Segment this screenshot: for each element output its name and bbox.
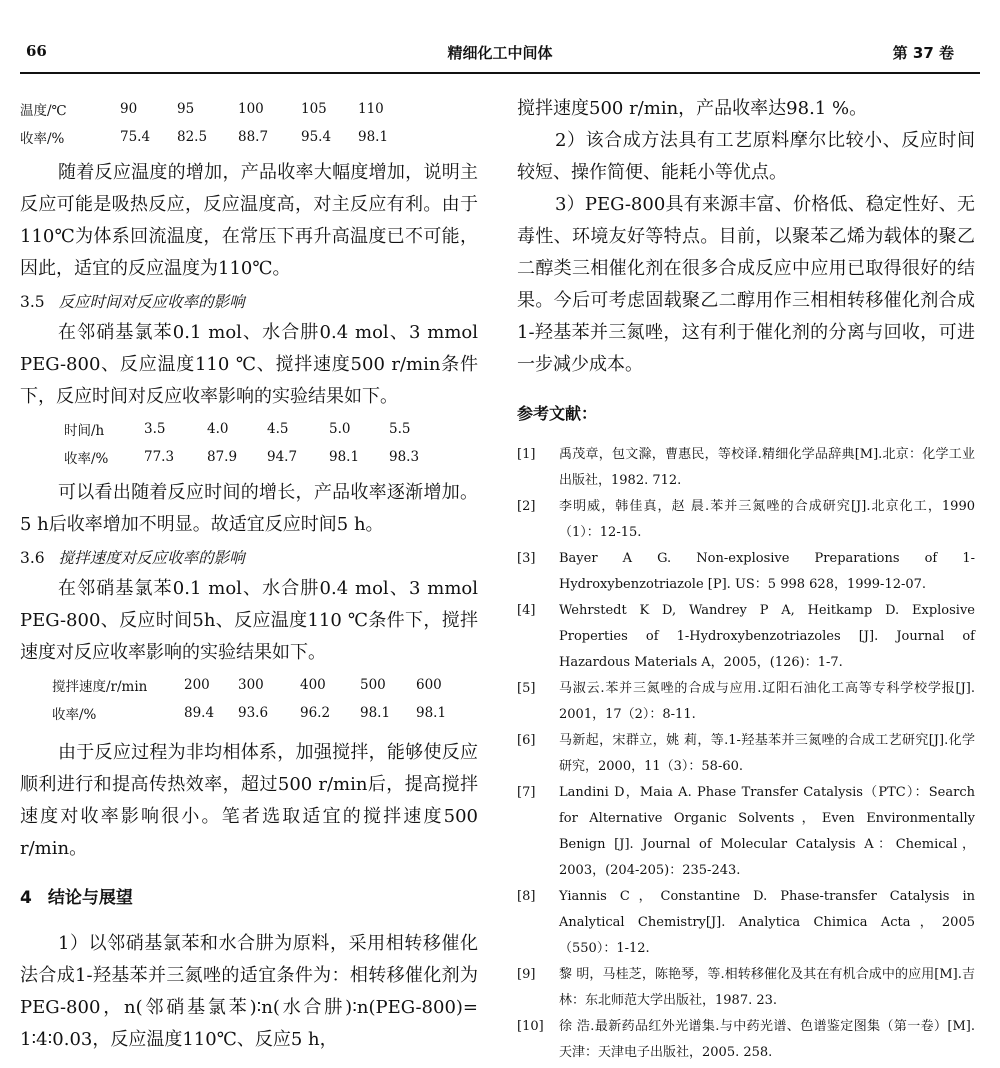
table-row xyxy=(20,95,388,123)
reference-text: 马淑云.苯并三氮唑的合成与应用.辽阳石油化工高等专科学校学报[J]. 2001，17（2）：8-11. xyxy=(559,681,975,722)
paragraph: 由于反应过程为非均相体系，加强搅拌，能够使反应顺利进行和提高传热效率，超过500 r/min后，提高搅拌速度对收率影响很小。笔者选取适宜的搅拌速度500 r/min。 xyxy=(20,742,478,859)
table-cell: 收率/% xyxy=(64,451,109,467)
paragraph: 随着反应温度的增加，产品收率大幅度增加，说明主反应可能是吸热反应，反应温度高，对主反应有利。由于110℃为体系回流温度，在常压下再升高温度已不可能，因此，适宜的反应温度为110℃。 xyxy=(20,162,478,279)
table-cell: 98.1 xyxy=(416,705,447,721)
paragraph: 1）以邻硝基氯苯和水合肼为原料，采用相转移催化法合成1-羟基苯并三氮唑的适宜条件为：相转移催化剂为PEG-800，n(邻硝基氯苯)∶n(水合肼)∶n(PEG-800)= 1∶4∶0.03，反应温度110℃、反应5 h， xyxy=(20,933,478,1050)
temperature-table xyxy=(20,95,388,151)
reference-number: [9] xyxy=(517,967,536,982)
reference-item xyxy=(517,884,975,962)
section-heading xyxy=(20,883,478,908)
table-cell: 98.3 xyxy=(389,449,420,465)
reference-number: [4] xyxy=(517,603,536,618)
table-cell: 5.0 xyxy=(329,421,351,437)
time-table xyxy=(64,415,419,471)
paragraph: 在邻硝基氯苯0.1 mol、水合肼0.4 mol、3 mmol PEG-800、反应时间5h、反应温度110 ℃条件下，搅拌速度对反应收率影响的实验结果如下。 xyxy=(20,578,478,663)
table-cell: 93.6 xyxy=(238,705,269,721)
table-cell: 98.1 xyxy=(358,129,389,145)
paragraph: 在邻硝基氯苯0.1 mol、水合肼0.4 mol、3 mmol PEG-800、反应温度110 ℃、搅拌速度500 r/min条件下，反应时间对反应收率影响的实验结果如下。 xyxy=(20,322,478,407)
references-heading: 参考文献： xyxy=(517,404,598,423)
reference-text: 李明威，韩佳真，赵 晨.苯并三氮唑的合成研究[J].北京化工，1990（1）：12-15. xyxy=(559,499,975,540)
journal-name: 精细化工中间体 xyxy=(447,44,553,62)
table-cell: 96.2 xyxy=(300,705,331,721)
table-cell: 400 xyxy=(300,677,326,693)
table-cell: 90 xyxy=(120,101,138,117)
reference-item xyxy=(517,1014,975,1066)
section-title: 结论与展望 xyxy=(47,888,133,908)
section-title: 反应时间对反应收率的影响 xyxy=(58,293,245,311)
reference-number: [7] xyxy=(517,785,536,800)
reference-number: [5] xyxy=(517,681,536,696)
table-cell: 87.9 xyxy=(207,449,238,465)
table-cell: 77.3 xyxy=(144,449,175,465)
table-row xyxy=(64,415,419,443)
paragraph: 可以看出随着反应时间的增长，产品收率逐渐增加。5 h后收率增加不明显。故适宜反应时间5 h。 xyxy=(20,482,478,535)
reference-item xyxy=(517,676,975,728)
reference-item xyxy=(517,780,975,884)
table-cell: 600 xyxy=(416,677,442,693)
table-cell: 75.4 xyxy=(120,129,151,145)
reference-list xyxy=(517,442,975,1066)
table-cell: 温度/℃ xyxy=(20,103,67,119)
reference-item xyxy=(517,494,975,546)
reference-text: Yiannis C，Constantine D. Phase-transfer Catalysis in Analytical Chemistry[J]. Analytica Chimica Acta，2005（550）：1-12. xyxy=(559,889,975,956)
table-cell: 95 xyxy=(177,101,195,117)
table-cell: 95.4 xyxy=(301,129,332,145)
reference-number: [6] xyxy=(517,733,536,748)
paragraph: 搅拌速度500 r/min，产品收率达98.1 %。 xyxy=(517,98,868,119)
reference-number: [8] xyxy=(517,889,536,904)
table-cell: 98.1 xyxy=(329,449,360,465)
table-row xyxy=(20,123,388,151)
table-row xyxy=(52,699,446,727)
page-number: 66 xyxy=(26,42,47,60)
table-cell: 82.5 xyxy=(177,129,208,145)
reference-text: 徐 浩.最新药品红外光谱集.与中药光谱、色谱鉴定图集（第一卷）[M].天津：天津电子出版社，2005. 258. xyxy=(559,1019,975,1060)
table-cell: 收率/% xyxy=(20,131,65,147)
reference-text: Wehrstedt K D, Wandrey P A, Heitkamp D. Explosive Properties of 1-Hydroxybenzotriazoles [J]. Journal of Hazardous Materials A，2005，(126)：1-7. xyxy=(559,603,975,670)
reference-text: 黎 明，马桂芝，陈艳琴，等.相转移催化及其在有机合成中的应用[M].吉林：东北师范大学出版社，1987. 23. xyxy=(559,967,975,1008)
section-heading xyxy=(20,287,478,317)
volume-label: 第 37 卷 xyxy=(892,44,954,62)
left-column xyxy=(20,93,478,1056)
table-row xyxy=(52,671,446,699)
reference-text: 禹茂章，包文滁，曹惠民，等校译.精细化学品辞典[M].北京：化学工业出版社，1982. 712. xyxy=(559,447,975,488)
table-cell: 98.1 xyxy=(360,705,391,721)
table-cell: 收率/% xyxy=(52,707,97,723)
reference-item xyxy=(517,598,975,676)
reference-number: [2] xyxy=(517,499,536,514)
right-column xyxy=(517,93,975,1066)
reference-item xyxy=(517,546,975,598)
paragraph: 2）该合成方法具有工艺原料摩尔比较小、反应时间较短、操作简便、能耗小等优点。 xyxy=(517,130,975,183)
table-cell: 88.7 xyxy=(238,129,269,145)
reference-number: [1] xyxy=(517,447,536,462)
header-rule xyxy=(20,72,980,74)
table-cell: 4.0 xyxy=(207,421,229,437)
reference-text: Landini D，Maia A. Phase Transfer Catalysis（PTC）：Search for Alternative Organic Solvents，Even Environmentally Benign [J]. Journal of Molecular Catalysis A：Chemical，2003，(204-205)：235-243. xyxy=(559,785,975,878)
table-cell: 300 xyxy=(238,677,264,693)
section-number: 4 xyxy=(20,888,32,908)
table-cell: 500 xyxy=(360,677,386,693)
table-cell: 110 xyxy=(358,101,384,117)
paragraph: 3）PEG-800具有来源丰富、价格低、稳定性好、无毒性、环境友好等特点。目前，以聚苯乙烯为载体的聚乙二醇类三相催化剂在很多合成反应中应用已取得很好的结果。今后可考虑固载聚乙二醇用作三相相转移催化剂合成1-羟基苯并三氮唑，这有利于催化剂的分离与回收，可进一步减少成本。 xyxy=(517,194,975,375)
reference-number: [3] xyxy=(517,551,536,566)
table-cell: 105 xyxy=(301,101,327,117)
section-title: 搅拌速度对反应收率的影响 xyxy=(58,549,245,567)
reference-number: [10] xyxy=(517,1019,544,1034)
reference-item xyxy=(517,442,975,494)
section-number: 3.6 xyxy=(20,549,45,567)
reference-item xyxy=(517,962,975,1014)
section-number: 3.5 xyxy=(20,293,45,311)
table-cell: 搅拌速度/r/min xyxy=(52,679,148,695)
table-cell: 5.5 xyxy=(389,421,411,437)
page-header xyxy=(0,0,1000,75)
reference-text: 马新起，宋群立，姚 莉，等.1-羟基苯并三氮唑的合成工艺研究[J].化学研究，2000，11（3）：58-60. xyxy=(559,733,975,774)
table-cell: 200 xyxy=(184,677,210,693)
section-heading xyxy=(20,543,478,573)
stirring-table xyxy=(52,671,446,727)
table-cell: 89.4 xyxy=(184,705,215,721)
table-cell: 时间/h xyxy=(64,423,105,439)
reference-item xyxy=(517,728,975,780)
table-cell: 4.5 xyxy=(267,421,289,437)
table-row xyxy=(64,443,419,471)
reference-text: Bayer A G. Non-explosive Preparations of 1-Hydroxybenzotriazole [P]. US：5 998 628，1999-12-07. xyxy=(559,551,975,592)
table-cell: 100 xyxy=(238,101,264,117)
table-cell: 3.5 xyxy=(144,421,166,437)
table-cell: 94.7 xyxy=(267,449,298,465)
